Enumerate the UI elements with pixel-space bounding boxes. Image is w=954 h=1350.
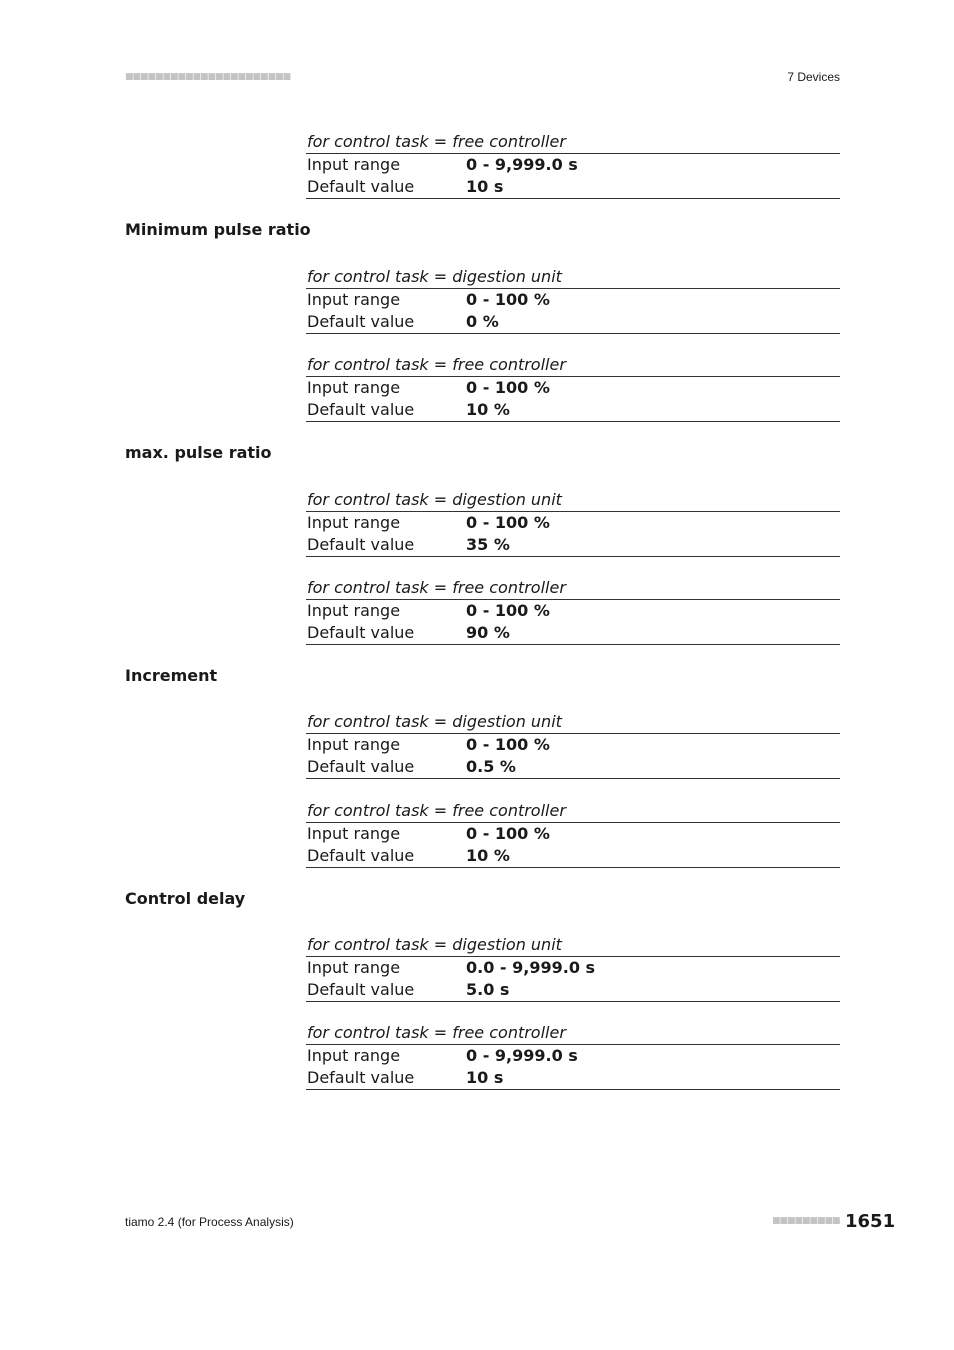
row-value: 0 - 9,999.0 s [466, 1046, 578, 1065]
table-rule [306, 198, 840, 199]
table-caption: for control task = digestion unit [306, 266, 840, 289]
section-title: Control delay [125, 889, 246, 908]
table-row [306, 756, 840, 778]
table-rule [306, 644, 840, 645]
row-label: Default value [307, 757, 415, 776]
row-value: 0 - 100 % [466, 378, 550, 397]
parameter-table [306, 800, 840, 868]
table-row [306, 154, 840, 176]
section-title: max. pulse ratio [125, 443, 272, 462]
row-value: 5.0 s [466, 980, 510, 999]
row-value: 0 % [466, 312, 499, 331]
section-title: Increment [125, 666, 218, 685]
table-rule [306, 1089, 840, 1090]
table-caption: for control task = free controller [306, 800, 840, 823]
row-label: Default value [307, 846, 415, 865]
row-value: 0 - 100 % [466, 601, 550, 620]
table-caption: for control task = digestion unit [306, 489, 840, 512]
row-label: Default value [307, 980, 415, 999]
table-rule [306, 556, 840, 557]
row-label: Input range [307, 735, 401, 754]
row-label: Input range [307, 1046, 401, 1065]
page-number: 1651 [845, 1211, 896, 1232]
row-value: 0 - 9,999.0 s [466, 155, 578, 174]
table-caption: for control task = free controller [306, 354, 840, 377]
row-label: Input range [307, 601, 401, 620]
parameter-table [306, 1022, 840, 1090]
table-caption: for control task = free controller [306, 577, 840, 600]
row-value: 0.5 % [466, 757, 516, 776]
footer-product: tiamo 2.4 (for Process Analysis) [125, 1215, 294, 1229]
row-label: Default value [307, 535, 415, 554]
table-rule [306, 1001, 840, 1002]
row-value: 0 - 100 % [466, 513, 550, 532]
table-row [306, 311, 840, 333]
footer-marks: ■■■■■■■■■ [772, 1216, 840, 1226]
table-rule [306, 421, 840, 422]
parameter-table [306, 711, 840, 779]
parameter-table [306, 577, 840, 645]
row-value: 0 - 100 % [466, 735, 550, 754]
table-caption: for control task = free controller [306, 1022, 840, 1045]
row-label: Input range [307, 155, 401, 174]
row-value: 90 % [466, 623, 510, 642]
table-caption: for control task = digestion unit [306, 934, 840, 957]
table-row [306, 734, 840, 756]
table-row [306, 534, 840, 556]
parameter-table [306, 131, 840, 199]
table-row [306, 1067, 840, 1089]
table-row [306, 979, 840, 1001]
parameter-table [306, 266, 840, 334]
table-row [306, 377, 840, 399]
table-row [306, 622, 840, 644]
table-row [306, 1045, 840, 1067]
table-rule [306, 867, 840, 868]
header-marks: ■■■■■■■■■■■■■■■■■■■■■■ [125, 72, 291, 82]
table-row [306, 512, 840, 534]
row-label: Input range [307, 958, 401, 977]
row-label: Input range [307, 824, 401, 843]
table-rule [306, 333, 840, 334]
row-label: Input range [307, 290, 401, 309]
table-caption: for control task = free controller [306, 131, 840, 154]
section-title: Minimum pulse ratio [125, 220, 311, 239]
row-label: Default value [307, 177, 415, 196]
row-label: Input range [307, 378, 401, 397]
parameter-table [306, 489, 840, 557]
row-value: 35 % [466, 535, 510, 554]
row-value: 10 s [466, 177, 504, 196]
row-label: Default value [307, 623, 415, 642]
table-caption: for control task = digestion unit [306, 711, 840, 734]
row-value: 0.0 - 9,999.0 s [466, 958, 596, 977]
table-rule [306, 778, 840, 779]
table-row [306, 399, 840, 421]
chapter-title: 7 Devices [787, 70, 840, 84]
parameter-table [306, 934, 840, 1002]
row-value: 10 s [466, 1068, 504, 1087]
row-value: 10 % [466, 846, 510, 865]
row-value: 0 - 100 % [466, 824, 550, 843]
row-label: Default value [307, 400, 415, 419]
table-row [306, 845, 840, 867]
row-value: 0 - 100 % [466, 290, 550, 309]
table-row [306, 289, 840, 311]
parameter-table [306, 354, 840, 422]
table-row [306, 957, 840, 979]
row-value: 10 % [466, 400, 510, 419]
table-row [306, 176, 840, 198]
table-row [306, 823, 840, 845]
table-row [306, 600, 840, 622]
row-label: Input range [307, 513, 401, 532]
row-label: Default value [307, 312, 415, 331]
row-label: Default value [307, 1068, 415, 1087]
